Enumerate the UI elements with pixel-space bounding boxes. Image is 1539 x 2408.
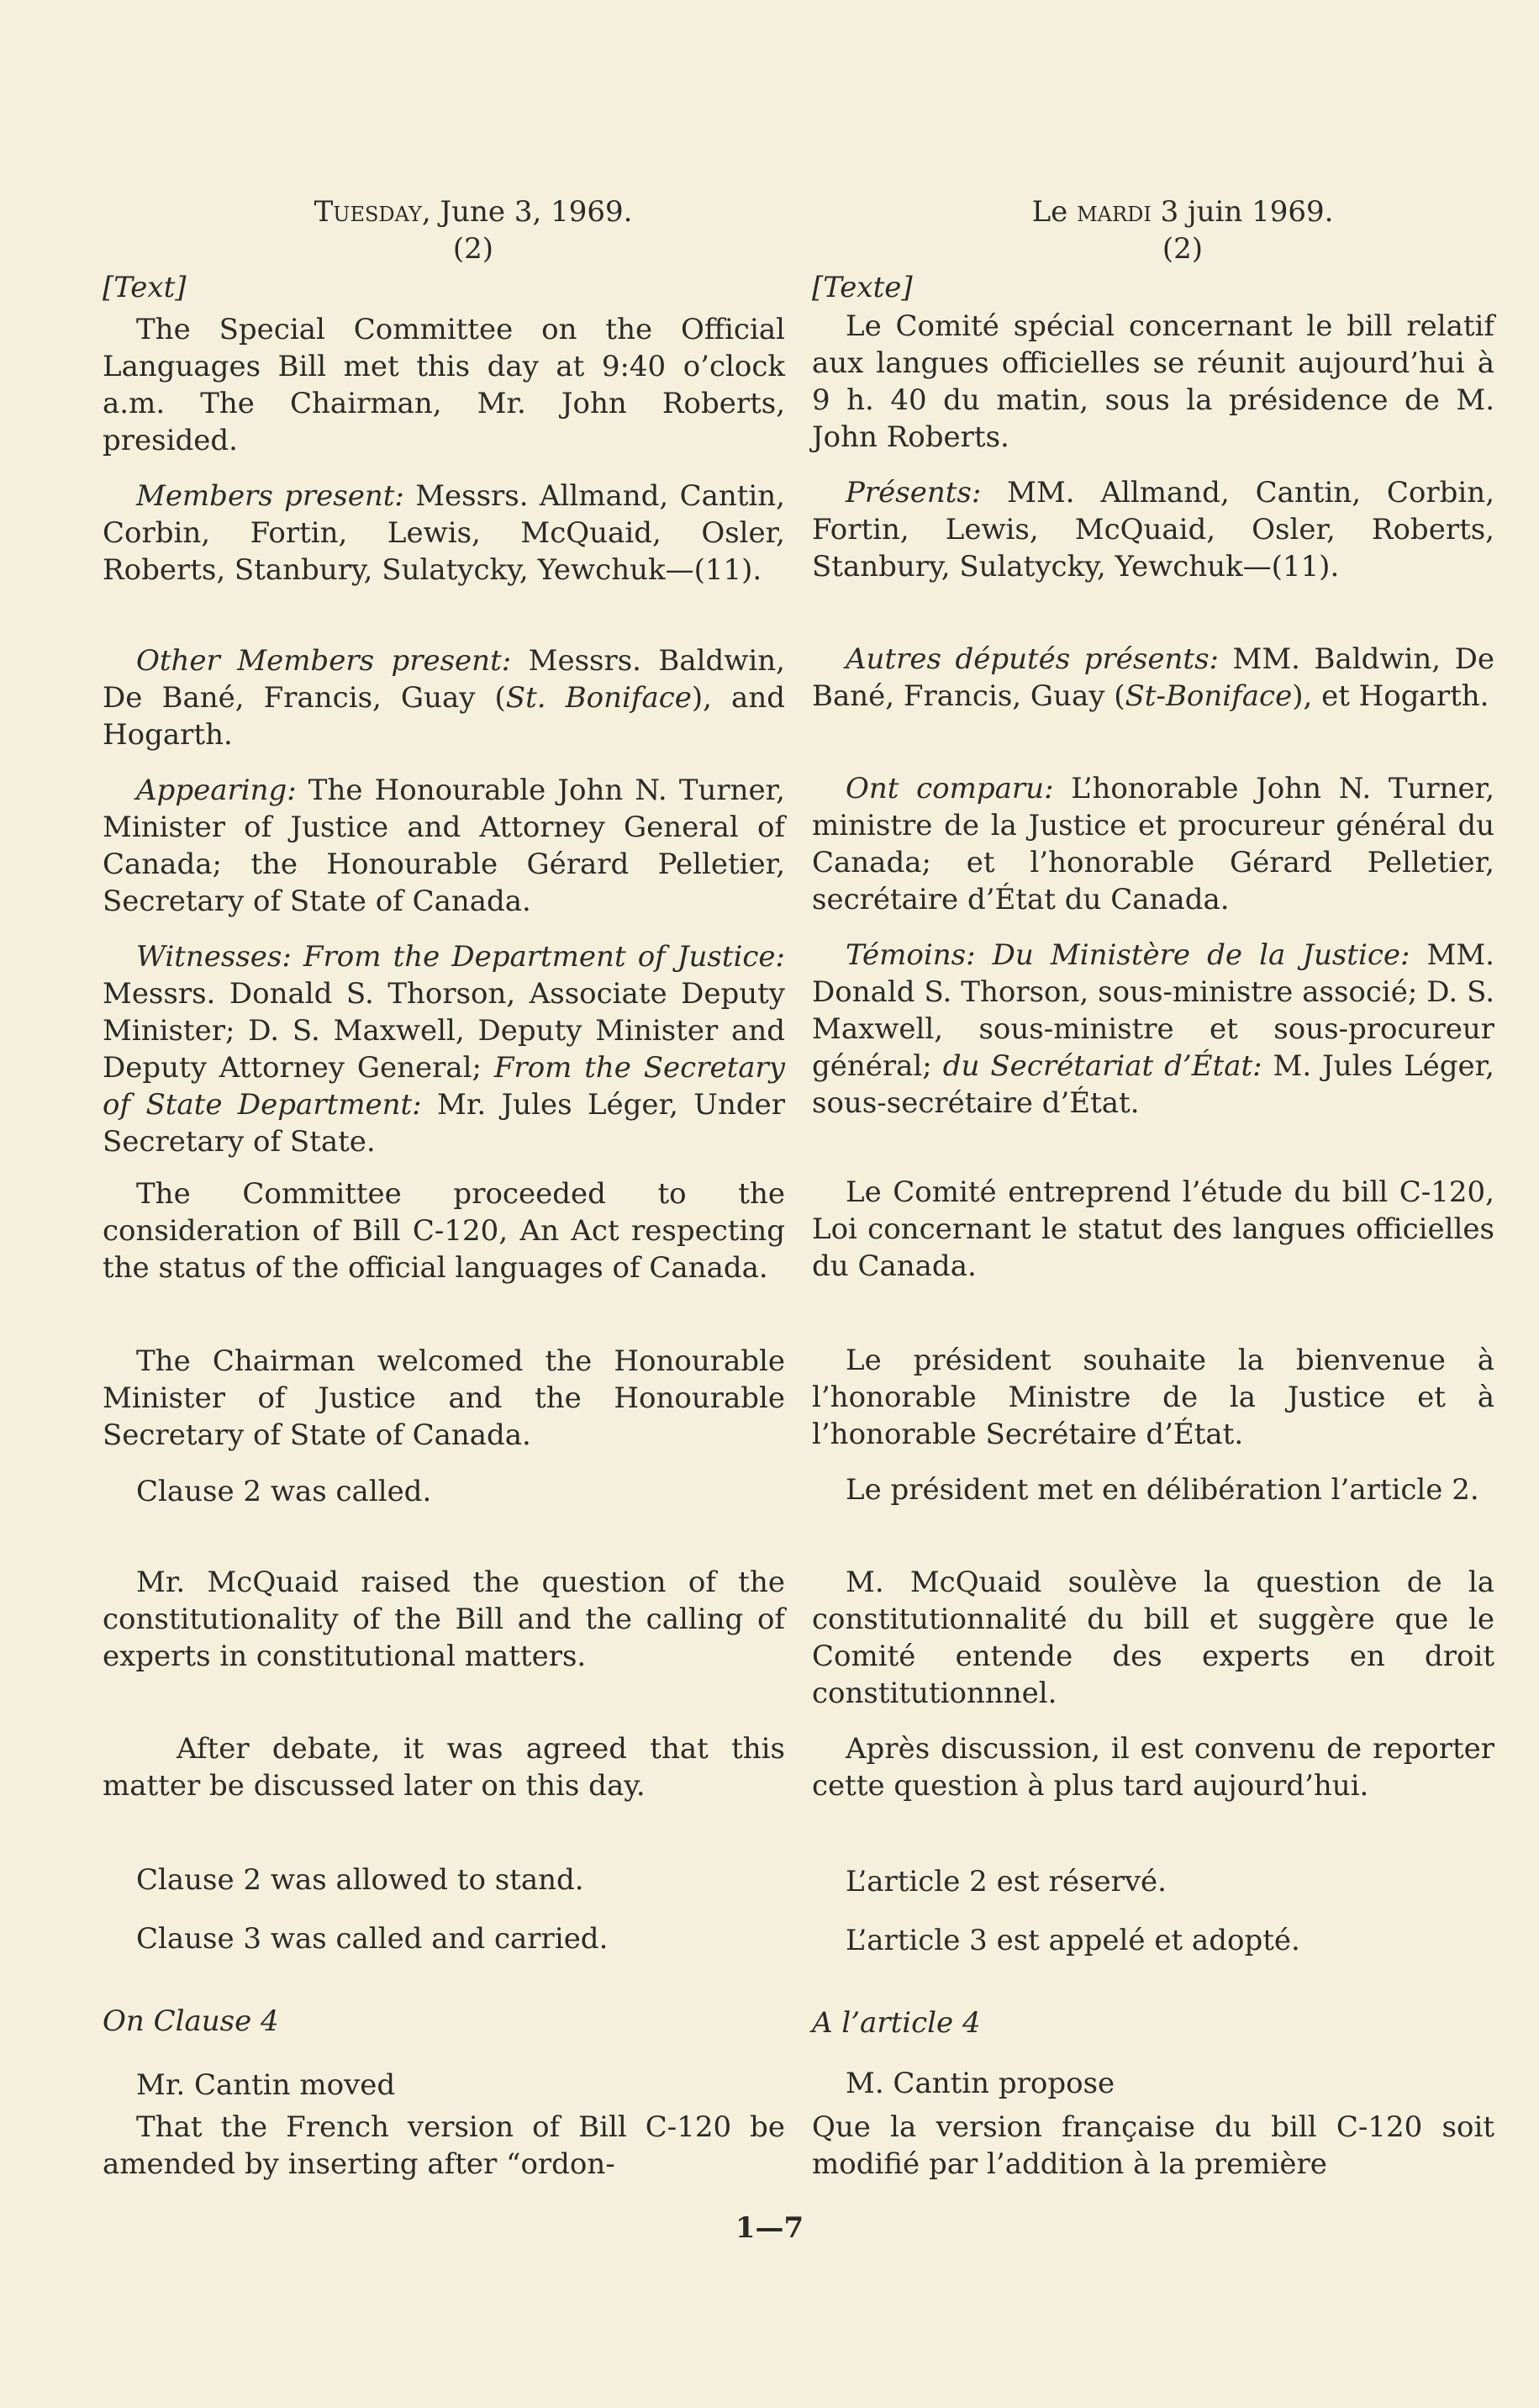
- en-date-day: Tuesday,: [314, 195, 431, 229]
- fr-cantin-propose: M. Cantin propose: [846, 2067, 1115, 2100]
- en-clause2-stand: Clause 2 was allowed to stand.: [136, 1863, 584, 1897]
- fr-debate: Après discussion, il est convenu de reporter cette question à plus tard aujourd’hui.: [812, 1732, 1494, 1803]
- en-clause3: Clause 3 was called and carried.: [136, 1922, 609, 1956]
- fr-opening-paragraph: Le Comité spécial concernant le bill relatif aux langues officielles se réunit aujourd’hui à 9 h. 40 du matin, sous la présidence de M. John Roberts.: [812, 309, 1494, 454]
- en-witnesses-state: Mr. Jules Léger, Under Secretary of State.: [103, 1088, 785, 1159]
- fr-others-end: ), et Hogarth.: [1292, 679, 1489, 713]
- en-proceeded: The Committee proceeded to the consideration of Bill C-120, An Act respecting the status of the official languages of Canada.: [103, 1177, 785, 1285]
- fr-motion: Que la version française du bill C-120 soit modifié par l’addition à la première: [812, 2110, 1494, 2181]
- en-welcome: The Chairman welcomed the Honourable Minister of Justice and the Honourable Secretary of State of Canada.: [103, 1344, 785, 1452]
- en-members-present: [103, 478, 785, 589]
- fr-clause2-stand: L’article 2 est réservé.: [846, 1865, 1167, 1898]
- fr-sitting-number: (2): [1162, 232, 1204, 266]
- fr-appearing-text: L’honorable John N. Turner, ministre de la Justice et procureur général du Canada; et l’honorable Gérard Pelletier, secrétaire d’État du Canada.: [812, 772, 1495, 916]
- fr-proceeded: Le Comité entreprend l’étude du bill C-120, Loi concernant le statut des langues officielles du Canada.: [812, 1175, 1494, 1283]
- fr-on-clause4: A l’article 4: [812, 2006, 981, 2040]
- fr-welcome: Le président souhaite la bienvenue à l’honorable Ministre de la Justice et à l’honorable Secrétaire d’État.: [812, 1344, 1494, 1451]
- en-appearing-text: The Honourable John N. Turner, Minister of Justice and Attorney General of Canada; the Honourable Gérard Pelletier, Secretary of State of Canada.: [103, 774, 785, 918]
- fr-text-label: [Texte]: [812, 271, 913, 304]
- fr-witnesses: [812, 937, 1494, 1122]
- fr-others-list: MM. Baldwin, De Bané, Francis, Guay (: [812, 642, 1494, 713]
- fr-date-heading: [812, 193, 1494, 230]
- fr-members-list: MM. Allmand, Cantin, Corbin, Fortin, Lewis, McQuaid, Osler, Roberts, Stanbury, Sulatycky, Yewchuk—(11).: [812, 476, 1494, 584]
- fr-appearing-label: Ont comparu:: [846, 772, 1054, 805]
- en-members-list: Messrs. Allmand, Cantin, Corbin, Fortin, Lewis, McQuaid, Osler, Roberts, Stanbury, Sulatycky, Yewchuk—(11).: [103, 479, 785, 587]
- en-date-rest: June 3, 1969.: [430, 195, 633, 229]
- fr-date-rest: 3 juin 1969.: [1151, 195, 1334, 229]
- en-others-end: ), and Hogarth.: [103, 681, 785, 752]
- en-members-label: Members present:: [136, 479, 404, 513]
- en-on-clause4: On Clause 4: [103, 2004, 279, 2038]
- en-text-label: [Text]: [103, 271, 187, 304]
- fr-others-label: Autres députés présents:: [846, 642, 1219, 676]
- fr-clause3: L’article 3 est appelé et adopté.: [846, 1924, 1300, 1957]
- fr-witnesses-justice: MM. Donald S. Thorson, sous-ministre associé; D. S. Maxwell, sous-ministre et sous-procureur général;: [812, 938, 1494, 1083]
- fr-other-members: [812, 641, 1494, 715]
- en-other-members: [103, 642, 785, 753]
- en-opening-paragraph: The Special Committee on the Official Languages Bill met this day at 9:40 o’clock a.m. The Chairman, Mr. John Roberts, presided.: [103, 313, 785, 457]
- en-witnesses-dept: From the Secretary of State Department:: [103, 1051, 785, 1122]
- fr-clause2-called: Le président met en délibération l’article 2.: [846, 1473, 1479, 1507]
- fr-witnesses-dept: du Secrétariat d’État:: [942, 1049, 1262, 1083]
- fr-members-label: Présents:: [846, 476, 982, 510]
- en-sitting-number: (2): [452, 232, 494, 266]
- en-clause2-called: Clause 2 was called.: [136, 1475, 432, 1508]
- page-number: 1—7: [735, 2211, 804, 2245]
- en-others-list: Messrs. Baldwin, De Bané, Francis, Guay (: [103, 644, 785, 715]
- en-cantin-moved: Mr. Cantin moved: [136, 2068, 396, 2102]
- en-witnesses-label: Witnesses: From the Department of Justice:: [136, 940, 785, 974]
- fr-date-prefix: Le: [1031, 195, 1078, 229]
- en-appearing-label: Appearing:: [136, 774, 297, 807]
- fr-mcquaid: M. McQuaid soulève la question de la constitutionnalité du bill et suggère que le Comité entende des experts en droit constitutionnnel.: [812, 1566, 1494, 1710]
- en-date-heading: [103, 193, 785, 230]
- fr-witnesses-label: Témoins: Du Ministère de la Justice:: [846, 938, 1410, 972]
- en-appearing: [103, 772, 785, 920]
- fr-witnesses-state: M. Jules Léger, sous-secrétaire d’État.: [812, 1049, 1494, 1120]
- fr-date-day: mardi: [1077, 195, 1152, 229]
- fr-others-place: St-Boniface: [1125, 679, 1293, 713]
- en-others-label: Other Members present:: [136, 644, 512, 678]
- en-mcquaid: Mr. McQuaid raised the question of the constitutionality of the Bill and the calling of experts in constitutional matters.: [103, 1566, 785, 1673]
- en-motion: That the French version of Bill C-120 be amended by inserting after “ordon-: [103, 2110, 785, 2181]
- en-others-place: St. Boniface: [505, 681, 692, 715]
- en-debate: After debate, it was agreed that this matter be discussed later on this day.: [103, 1732, 785, 1803]
- fr-members-present: [812, 474, 1494, 585]
- fr-appearing: [812, 770, 1494, 918]
- en-witnesses-justice: Messrs. Donald S. Thorson, Associate Deputy Minister; D. S. Maxwell, Deputy Minister and Deputy Attorney General;: [103, 977, 785, 1085]
- en-witnesses: [103, 938, 785, 1160]
